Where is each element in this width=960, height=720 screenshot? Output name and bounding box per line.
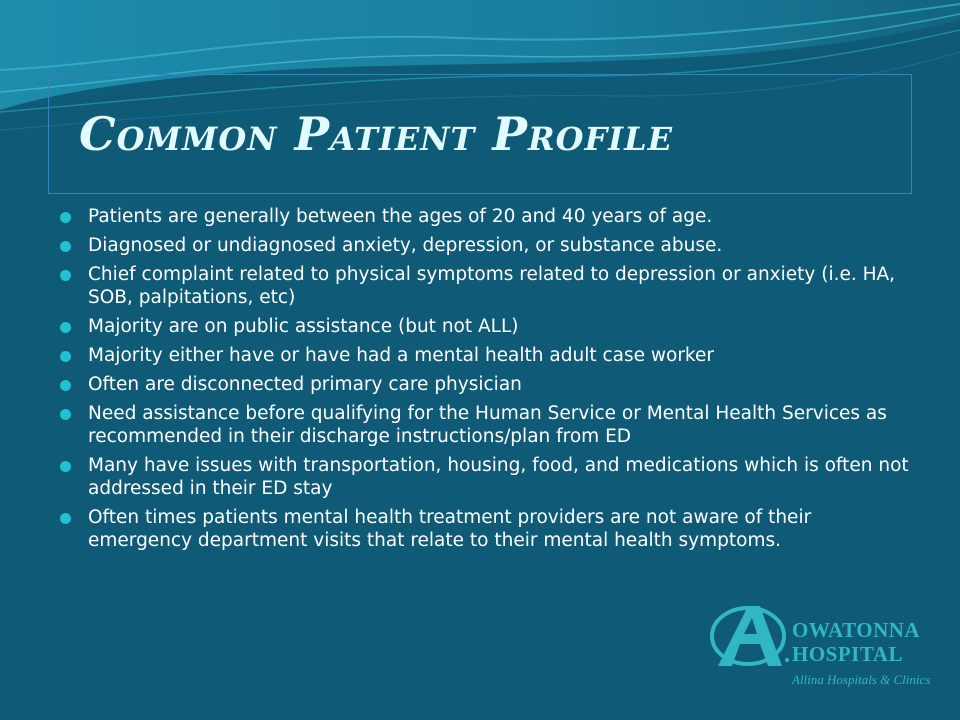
bullet-dot-icon	[60, 351, 71, 362]
bullet-item	[60, 344, 920, 367]
bullet-text: Need assistance before qualifying for the Human Service or Mental Health Services as recommended in their discharge instructions/plan from ED	[88, 403, 887, 447]
bullet-text: Diagnosed or undiagnosed anxiety, depression, or substance abuse.	[88, 235, 723, 256]
bullet-item	[60, 506, 920, 552]
bullet-dot-icon	[60, 461, 71, 472]
bullet-text: Patients are generally between the ages of 20 and 40 years of age.	[88, 206, 713, 227]
slide-title: Common Patient Profile	[79, 107, 674, 161]
logo-tagline: Allina Hospitals & Clinics	[792, 672, 931, 687]
bullet-dot-icon	[60, 409, 71, 420]
bullet-list	[60, 205, 920, 558]
bullet-item	[60, 315, 920, 338]
bullet-text: Majority either have or have had a mental health adult case worker	[88, 345, 714, 366]
bullet-item	[60, 402, 920, 448]
bullet-item	[60, 205, 920, 228]
bullet-item	[60, 234, 920, 257]
title-frame	[48, 74, 912, 194]
logo-name-line1: OWATONNA	[792, 618, 921, 642]
bullet-text: Many have issues with transportation, housing, food, and medications which is often not addressed in their ED stay	[88, 455, 909, 499]
bullet-dot-icon	[60, 241, 71, 252]
bullet-item	[60, 373, 920, 396]
bullet-dot-icon	[60, 212, 71, 223]
allina-a-logo-icon	[708, 602, 794, 668]
bullet-dot-icon	[60, 380, 71, 391]
bullet-item	[60, 263, 920, 309]
bullet-item	[60, 454, 920, 500]
bullet-dot-icon	[60, 322, 71, 333]
bullet-dot-icon	[60, 270, 71, 281]
bullet-dot-icon	[60, 513, 71, 524]
hospital-logo	[708, 602, 948, 702]
logo-name-line2: HOSPITAL	[792, 642, 903, 666]
bullet-text: Often are disconnected primary care physician	[88, 374, 522, 395]
bullet-text: Often times patients mental health treatment providers are not aware of their emergency department visits that relate to their mental health symptoms.	[88, 507, 812, 551]
bullet-text: Chief complaint related to physical symptoms related to depression or anxiety (i.e. HA, SOB, palpitations, etc)	[88, 264, 896, 308]
bullet-text: Majority are on public assistance (but not ALL)	[88, 316, 519, 337]
